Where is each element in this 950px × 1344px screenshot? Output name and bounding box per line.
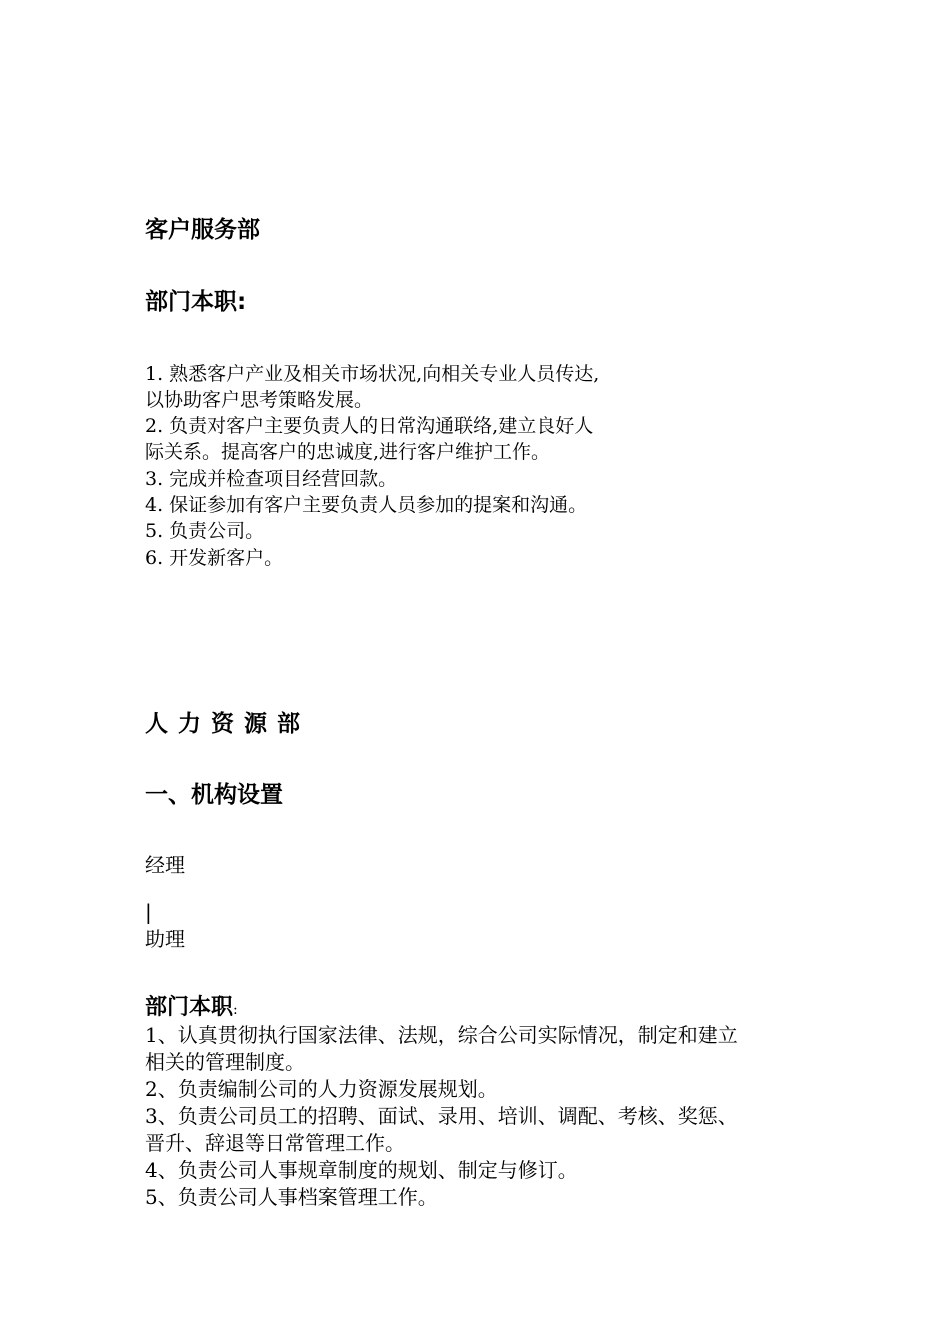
duty-line: 2. 负责对客户主要负责人的日常沟通联络,建立良好人 — [145, 415, 594, 437]
hr-duties-heading-text: 部门本职 — [145, 995, 234, 1020]
hr-duty-line: 1、认真贯彻执行国家法律、法规，综合公司实际情况，制定和建立 — [145, 1023, 738, 1047]
duties-heading: 部门本职: — [145, 289, 247, 315]
org-structure-heading: 一、机构设置 — [145, 782, 283, 808]
duty-line: 6. 开发新客户。 — [145, 547, 284, 569]
duty-line: 5. 负责公司。 — [145, 520, 265, 542]
section-title-customer-service: 客户服务部 — [145, 217, 260, 243]
org-chart-manager: 经理 — [145, 853, 185, 877]
hr-duty-line: 3、负责公司员工的招聘、面试、录用、培训、调配、考核、奖惩、 — [145, 1104, 738, 1128]
hr-duty-line: 2、负责编制公司的人力资源发展规划。 — [145, 1077, 498, 1101]
duty-line: 4. 保证参加有客户主要负责人员参加的提案和沟通。 — [145, 494, 588, 516]
section-title-human-resources: 人力资源部 — [145, 711, 310, 737]
org-chart-connector: | — [145, 900, 152, 924]
duty-line: 1. 熟悉客户产业及相关市场状况,向相关专业人员传达, — [145, 363, 600, 385]
duty-line: 以协助客户思考策略发展。 — [145, 389, 374, 411]
duty-line: 3. 完成并检查项目经营回款。 — [145, 468, 398, 490]
hr-duties-heading-colon: : — [233, 1002, 238, 1018]
hr-duty-line: 4、负责公司人事规章制度的规划、制定与修订。 — [145, 1158, 578, 1182]
hr-duty-line: 晋升、辞退等日常管理工作。 — [145, 1131, 405, 1155]
hr-duty-line: 相关的管理制度。 — [145, 1050, 305, 1074]
hr-duty-line: 5、负责公司人事档案管理工作。 — [145, 1185, 438, 1209]
duty-line: 际关系。提高客户的忠诚度,进行客户维护工作。 — [145, 441, 551, 463]
org-chart-assistant: 助理 — [145, 927, 185, 951]
